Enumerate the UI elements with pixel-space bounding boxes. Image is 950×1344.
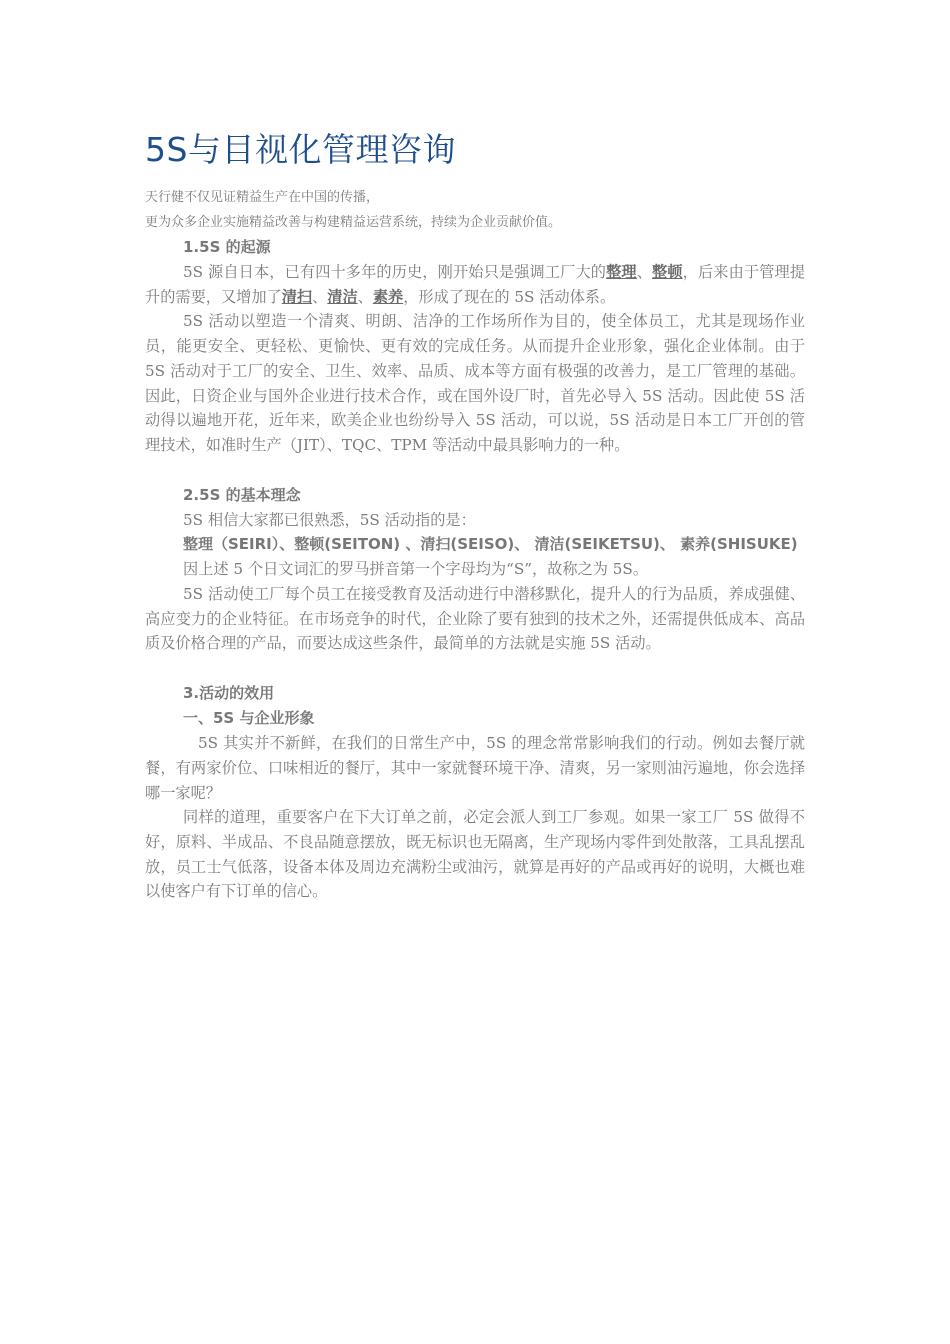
section-3-subheading: 一、5S 与企业形象 [183, 709, 315, 728]
separator: 、 [312, 287, 328, 306]
separator: 、 [357, 287, 373, 306]
page-title: 5S与目视化管理咨询 [145, 130, 456, 169]
section-2-heading: 2.5S 的基本理念 [183, 485, 301, 504]
separator: 、 [636, 263, 653, 281]
section-1-paragraph-1 [145, 260, 805, 309]
section-2-paragraph-4: 5S 活动使工厂每个员工在接受教育及活动进行中潜移默化，提升人的行为品质，养成强健、高应变力的企业特征。在市场竞争的时代，企业除了要有独到的技术之外，还需提供低成本、高品质及价格合理的产品，而要达成这些条件，最简单的方法就是实施 5S 活动。 [145, 585, 805, 653]
subtitle-line-1: 天行健不仅见证精益生产在中国的传播， [145, 190, 380, 205]
section-3-paragraph-2: 同样的道理，重要客户在下大订单之前，必定会派人到工厂参观。如果一家工厂 5S 做得不好，原料、半成品、不良品随意摆放，既无标识也无隔离，生产现场内零件到处散落，工具乱摆乱放，员工士气低落，设备本体及周边充满粉尘或油污，就算是再好的产品或再好的说明，大概也难以使客户有下订单的信心。 [145, 808, 805, 901]
term-seiso: 清扫 [281, 287, 313, 306]
text-run: 5S 源自日本，已有四十多年的历史，刚开始只是强调工厂大的 [183, 263, 607, 281]
term-seiri: 整理 [606, 263, 637, 281]
term-seiton: 整顿 [652, 263, 683, 281]
section-2-5s-terms: 整理（SEIRI）、整顿(SEITON) 、清扫(SEISO)、 清洁(SEIKETSU)、 素养(SHISUKE) [183, 535, 798, 554]
document-page [145, 125, 805, 904]
spacer [145, 458, 805, 483]
section-1-heading: 1.5S 的起源 [183, 238, 271, 256]
section-3-paragraph-1: 5S 其实并不新鲜，在我们的日常生产中，5S 的理念常常影响我们的行动。例如去餐厅就餐，有两家价位、口味相近的餐厅，其中一家就餐环境干净、清爽，另一家则油污遍地，你会选择哪一家呢？ [145, 734, 805, 802]
term-shitsuke: 素养 [372, 287, 404, 306]
term-seiketsu: 清洁 [327, 287, 358, 306]
section-1-paragraph-2: 5S 活动以塑造一个清爽、明朗、洁净的工作场所作为目的，使全体员工，尤其是现场作业员，能更安全、更轻松、更愉快、更有效的完成任务。从而提升企业形象，强化企业体制。由于 5S 活动对于工厂的安全、卫生、效率、品质、成本等方面有极强的改善力，是工厂管理的基础。因此，日资企业与国外企业进行技术合作，或在国外设厂时，首先必导入 5S 活动。因此使 5S 活动得以遍地开花，近年来，欧美企业也纷纷导入 5S 活动，可以说，5S 活动是日本工厂开创的管理技术，如准时生产（JIT）、TQC、TPM 等活动中最具影响力的一种。 [145, 312, 805, 454]
text-run: ，后来由于管理提升的需要，又增加了 [145, 263, 806, 306]
subtitle-line-2: 更为众多企业实施精益改善与构建精益运营系统，持续为企业贡献价值。 [145, 215, 562, 230]
section-3-heading: 3.活动的效用 [183, 684, 275, 703]
section-2-paragraph-3: 因上述 5 个日文词汇的罗马拼音第一个字母均为“S”，故称之为 5S。 [183, 560, 649, 579]
spacer [145, 656, 805, 681]
text-run: ，形成了现在的 5S 活动体系。 [403, 287, 616, 306]
section-2-paragraph-1: 5S 相信大家都已很熟悉，5S 活动指的是： [183, 510, 476, 529]
